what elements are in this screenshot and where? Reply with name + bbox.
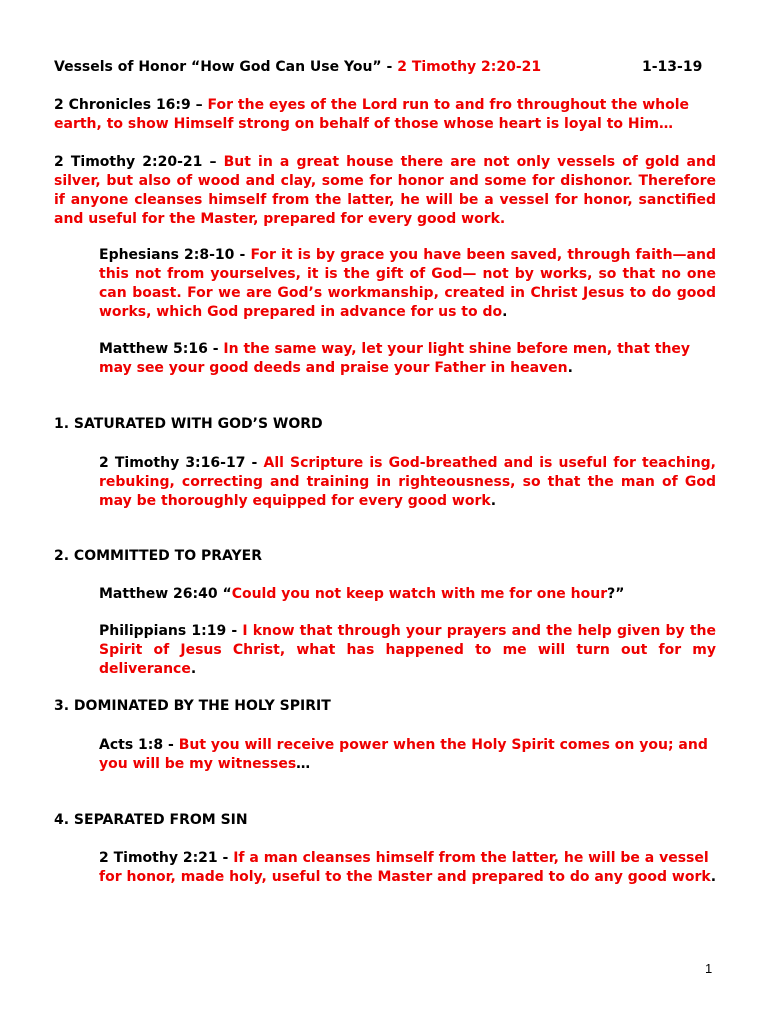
- verse-end: .: [502, 304, 508, 320]
- verse-reference: Ephesians 2:8-10: [99, 247, 235, 263]
- verse-ephesians-2-8-10: [99, 246, 716, 322]
- verse-end: .: [190, 661, 197, 677]
- document-header: [54, 58, 716, 77]
- page-number: 1: [705, 961, 713, 976]
- verse-end: .: [490, 493, 497, 509]
- section-heading-3: 3. DOMINATED BY THE HOLY SPIRIT: [54, 698, 331, 714]
- verse-text: For it is by grace you have been saved, through faith—and this not from yourselves, it is the gift of God— not by works, so that no one can boast. For we are God’s workmanship, created in Christ Jesus to do good works, which God prepared in advance for us to do: [99, 247, 716, 320]
- verse-end: …: [296, 756, 311, 772]
- verse-end: ?”: [607, 586, 625, 602]
- verse-separator: -: [245, 455, 264, 471]
- verse-separator: –: [190, 97, 208, 113]
- section-heading-2: 2. COMMITTED TO PRAYER: [54, 548, 263, 564]
- verse-text: In the same way, let your light shine before men, that they may see your good deeds and praise your Father in heaven: [99, 341, 691, 376]
- verse-reference: 2 Timothy 2:21: [99, 850, 218, 866]
- section-heading-4: 4. SEPARATED FROM SIN: [54, 812, 248, 828]
- verse-separator: -: [163, 737, 179, 753]
- sermon-reference: 2 Timothy 2:20-21: [397, 59, 542, 75]
- verse-separator: –: [202, 154, 224, 170]
- verse-2-timothy-3-16-17: [99, 454, 716, 511]
- verse-text: But you will receive power when the Holy Spirit comes on you; and you will be my witnesses: [99, 737, 708, 772]
- verse-reference: Matthew 26:40: [99, 586, 218, 602]
- verse-separator: -: [234, 247, 251, 263]
- verse-philippians-1-19: [99, 622, 716, 679]
- verse-separator: -: [207, 341, 224, 357]
- verse-reference: Matthew 5:16: [99, 341, 208, 357]
- sermon-date: 1-13-19: [642, 59, 703, 75]
- verse-separator: -: [217, 850, 234, 866]
- verse-2-timothy-2-21: [99, 849, 716, 887]
- verse-reference: Philippians 1:19: [99, 623, 227, 639]
- verse-2-chronicles-16-9: [54, 96, 716, 134]
- verse-acts-1-8: [99, 736, 716, 774]
- verse-end: .: [710, 869, 717, 885]
- sermon-title: Vessels of Honor “How God Can Use You”: [54, 59, 382, 75]
- verse-reference: Acts 1:8: [99, 737, 164, 753]
- section-heading-1: 1. SATURATED WITH GOD’S WORD: [54, 416, 323, 432]
- title-separator: -: [381, 59, 398, 75]
- verse-text: All Scripture is God-breathed and is useful for teaching, rebuking, correcting and training in righteousness, so that the man of God may be thoroughly equipped for every good work: [99, 455, 717, 509]
- verse-text: But in a great house there are not only vessels of gold and silver, but also of wood and clay, some for honor and some for dishonor. Therefore if anyone cleanses himself from the latter, he will be a vessel for honor, sanctified and useful for the Master, prepared for every good work.: [54, 154, 716, 227]
- verse-reference: 2 Chronicles 16:9: [54, 97, 191, 113]
- verse-separator: “: [217, 586, 232, 602]
- verse-text: Could you not keep watch with me for one hour: [231, 586, 608, 602]
- verse-text: For the eyes of the Lord run to and fro throughout the whole earth, to show Himself strong on behalf of those whose heart is loyal to Him…: [54, 97, 690, 132]
- verse-text: I know that through your prayers and the help given by the Spirit of Jesus Christ, what has happened to me will turn out for my deliverance: [99, 623, 716, 677]
- verse-matthew-26-40: [99, 585, 716, 604]
- verse-matthew-5-16: [99, 340, 716, 378]
- verse-2-timothy-2-20-21: [54, 153, 716, 229]
- verse-separator: -: [226, 623, 243, 639]
- verse-reference: 2 Timothy 2:20-21: [54, 154, 203, 170]
- verse-text: If a man cleanses himself from the latter, he will be a vessel for honor, made holy, useful to the Master and prepared to do any good work: [99, 850, 711, 885]
- verse-reference: 2 Timothy 3:16-17: [99, 455, 246, 471]
- verse-end: .: [567, 360, 573, 376]
